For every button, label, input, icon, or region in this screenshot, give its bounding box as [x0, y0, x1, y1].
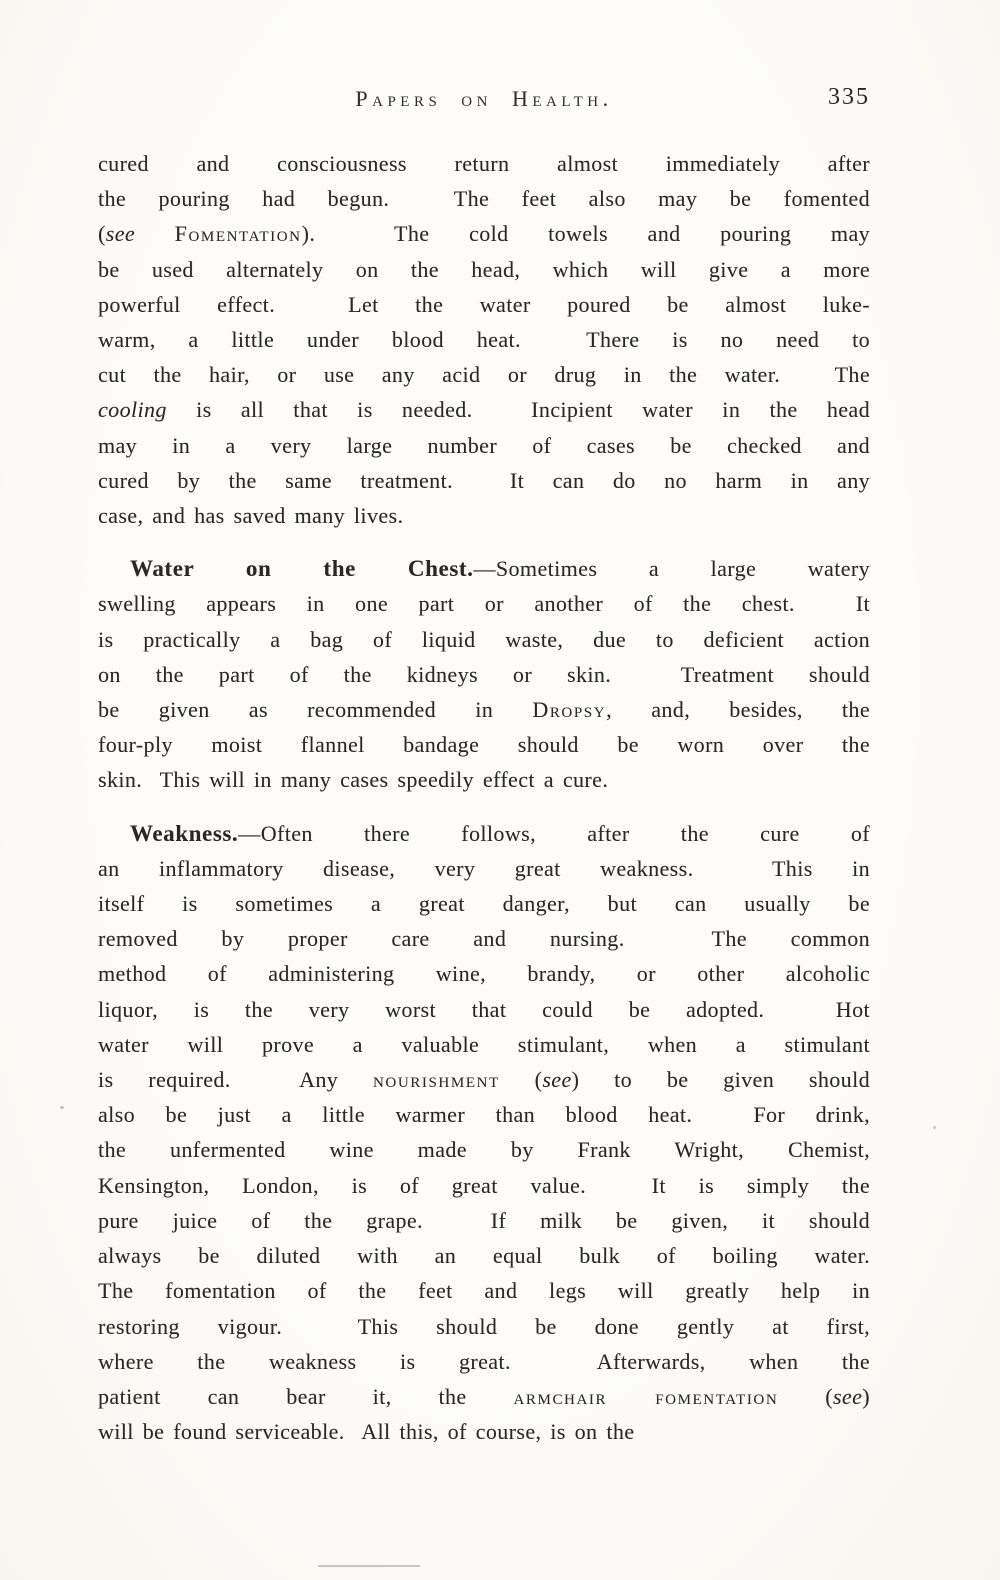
text-line — [98, 956, 870, 991]
text-segment: where the weakness is great. Afterwards, when the — [98, 1348, 870, 1374]
scan-speck — [60, 1106, 64, 1109]
text-segment: cured by the same treatment. It can do no harm in any — [98, 467, 870, 493]
text-segment: may in a very large number of cases be checked and — [98, 432, 870, 458]
text-segment: always be diluted with an equal bulk of boiling water. — [98, 1243, 870, 1269]
text-line — [98, 727, 870, 762]
text-segment: powerful effect. Let the water poured be almost luke- — [98, 291, 870, 317]
text-segment: The fomentation of the feet and legs will greatly help in — [98, 1278, 870, 1304]
text-line — [98, 886, 870, 921]
text-segment: ) to be given should — [571, 1067, 870, 1093]
text-segment: —Sometimes a large watery — [473, 556, 870, 582]
text-line — [98, 1168, 870, 1203]
text-block — [98, 146, 870, 1449]
text-line — [98, 287, 870, 322]
text-line — [98, 1238, 870, 1273]
text-line — [98, 1203, 870, 1238]
text-segment: be used alternately on the head, which will give a more — [98, 256, 870, 282]
text-line — [98, 1273, 870, 1308]
text-segment: ( — [778, 1383, 833, 1409]
text-segment: the unfermented wine made by Frank Wright, Chemist, — [98, 1137, 870, 1163]
text-line — [98, 1344, 870, 1379]
text-segment: be given as recommended in — [98, 697, 533, 723]
text-segment: ( — [499, 1067, 543, 1093]
text-segment: , and, besides, the — [606, 697, 870, 723]
text-segment: case, and has saved many lives. — [98, 503, 404, 529]
text-segment: itself is sometimes a great danger, but can usually be — [98, 891, 870, 917]
text-segment: the pouring had begun. The feet also may be fomented — [98, 186, 870, 212]
scan-artifact-line — [318, 1565, 420, 1567]
text-line — [98, 762, 870, 797]
text-segment: ( — [98, 221, 106, 247]
text-segment: nourishment — [372, 1067, 500, 1093]
text-segment: Dropsy — [532, 697, 607, 723]
text-segment: cured and consciousness return almost immediately after — [98, 151, 870, 176]
text-segment: will be found serviceable. All this, of course, is on the — [98, 1419, 635, 1445]
text-segment: Weakness. — [130, 820, 239, 846]
scan-speck — [933, 1126, 936, 1129]
text-segment: method of administering wine, brandy, or other alcoholic — [98, 961, 870, 987]
text-line — [98, 586, 870, 621]
text-segment: liquor, is the very worst that could be adopted. Hot — [98, 996, 870, 1022]
text-line — [98, 428, 870, 463]
text-segment: skin. This will in many cases speedily effect a cure. — [98, 767, 609, 793]
text-line — [98, 181, 870, 216]
text-segment: see — [542, 1067, 572, 1093]
page-number: 335 — [828, 84, 870, 110]
text-segment: armchair fomentation — [513, 1383, 779, 1409]
text-line — [98, 657, 870, 692]
text-line — [98, 498, 870, 533]
text-line — [98, 816, 870, 851]
text-line — [98, 1379, 870, 1414]
text-segment: see — [105, 221, 136, 247]
text-segment: cut the hair, or use any acid or drug in the water. The — [98, 362, 870, 388]
text-segment: water will prove a valuable stimulant, when a stimulant — [98, 1031, 870, 1057]
text-line — [98, 392, 870, 427]
text-line — [98, 1062, 870, 1097]
text-line — [98, 252, 870, 287]
paragraph — [98, 816, 870, 1450]
paragraph — [98, 551, 870, 797]
text-segment: is required. Any — [98, 1067, 373, 1093]
text-line — [98, 146, 870, 181]
text-segment: restoring vigour. This should be done gently at first, — [98, 1313, 870, 1339]
text-line — [98, 692, 870, 727]
text-segment: four-ply moist flannel bandage should be worn over the — [98, 732, 870, 758]
text-segment: is practically a bag of liquid waste, due to deficient action — [98, 626, 870, 652]
text-line — [98, 1027, 870, 1062]
text-segment: patient can bear it, the — [98, 1383, 514, 1409]
text-line — [98, 551, 870, 586]
text-segment: Kensington, London, is of great value. It is simply the — [98, 1172, 870, 1198]
text-line — [98, 992, 870, 1027]
text-segment: cooling — [98, 397, 167, 423]
text-line — [98, 622, 870, 657]
text-segment: also be just a little warmer than blood heat. For drink, — [98, 1102, 870, 1128]
text-line — [98, 851, 870, 886]
text-segment: an inflammatory disease, very great weakness. This in — [98, 855, 870, 881]
text-segment: swelling appears in one part or another of the chest. It — [98, 591, 870, 617]
text-line — [98, 1414, 870, 1449]
text-segment: —Often there follows, after the cure of — [238, 820, 870, 846]
text-segment: removed by proper care and nursing. The common — [98, 926, 870, 952]
text-line — [98, 1132, 870, 1167]
paragraph — [98, 146, 870, 533]
text-segment: Fomentation — [174, 221, 302, 247]
running-title: Papers on Health. — [355, 86, 613, 111]
text-segment: ) — [862, 1383, 870, 1409]
text-segment: see — [832, 1383, 863, 1409]
text-line — [98, 216, 870, 251]
text-segment: on the part of the kidneys or skin. Treatment should — [98, 661, 870, 687]
text-line — [98, 1309, 870, 1344]
text-segment: pure juice of the grape. If milk be given, it should — [98, 1207, 870, 1233]
text-line — [98, 1097, 870, 1132]
text-segment: is all that is needed. Incipient water in the head — [166, 397, 870, 423]
text-segment: Water on the Chest. — [130, 556, 474, 582]
text-line — [98, 357, 870, 392]
text-segment: warm, a little under blood heat. There is no need to — [98, 327, 870, 353]
text-line — [98, 322, 870, 357]
text-segment — [135, 221, 175, 246]
text-line — [98, 463, 870, 498]
page-header — [98, 86, 870, 118]
text-line — [98, 921, 870, 956]
text-segment: ). The cold towels and pouring may — [301, 221, 871, 247]
